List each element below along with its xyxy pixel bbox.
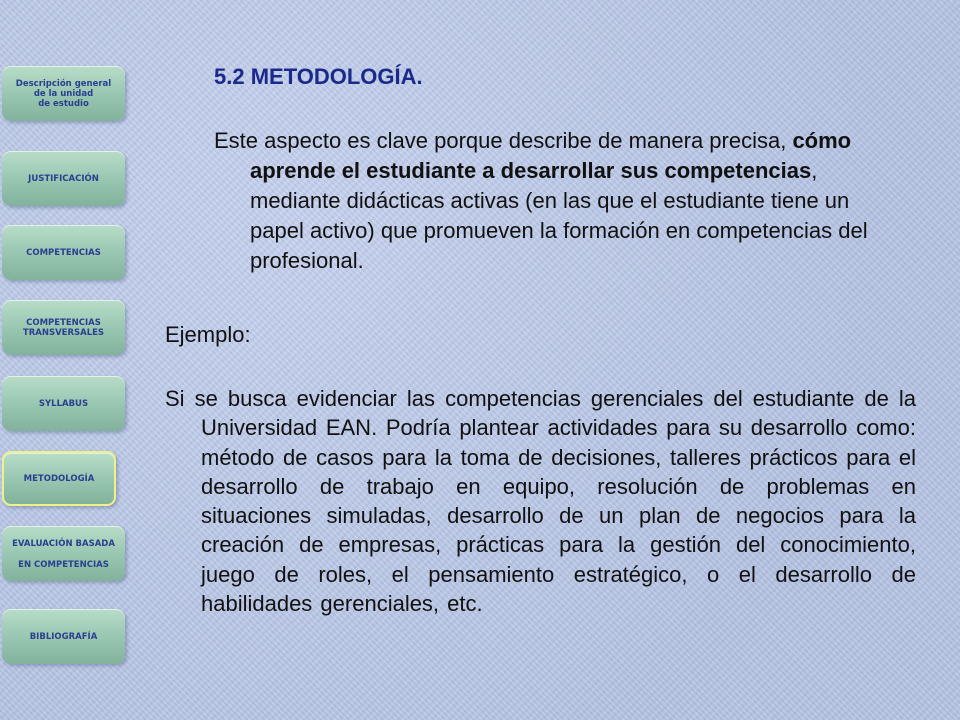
nav-label: EVALUACIÓN BASADA [12,539,115,549]
nav-label: Descripción general [15,78,112,89]
intro-text-bold: cómo aprende el estudiante a desarrollar sus competencias [250,128,852,183]
nav-label: TRANSVERSALES [22,327,105,338]
slide-title: 5.2 METODOLOGÍA. [214,64,423,89]
nav-label: SYLLABUS [38,398,89,409]
nav-button-justificacion[interactable] [2,151,125,206]
nav-button-metodologia[interactable] [2,451,116,506]
nav-button-bibliografia[interactable] [2,609,125,664]
nav-label: EN COMPETENCIAS [18,560,109,570]
intro-paragraph [214,126,880,276]
nav-button-competencias[interactable] [2,225,125,280]
nav-label: JUSTIFICACIÓN [28,173,99,184]
nav-label: BIBLIOGRAFÍA [29,631,98,642]
example-label: Ejemplo: [165,322,251,347]
example-paragraph: Si se busca evidenciar las competencias gerenciales del estudiante de la Universidad EAN. Podría plantear actividades para su desarrollo como: método de casos para la toma de decisiones, talleres prácticos para el desarrollo de trabajo en equipo, resolución de problemas en situaciones simuladas, desarrollo de un plan de negocios para la creación de empresas, prácticas para la gestión del conocimiento, juego de roles, el pensamiento estratégico, o el desarrollo de habilidades gerenciales, etc. [165,386,916,617]
intro-text-start: Este aspecto es clave porque describe de manera precisa, [214,128,793,153]
nav-label: METODOLOGÍA [23,473,95,484]
nav-button-competencias-transversales[interactable] [2,300,125,355]
nav-label: de estudio [38,98,89,109]
nav-button-descripcion-general[interactable] [2,66,125,121]
intro-text-end: , mediante didácticas activas (en las que el estudiante tiene un papel activo) que promueven la formación en competencias del profesional. [250,158,868,273]
nav-label: COMPETENCIAS [26,247,101,258]
nav-label: COMPETENCIAS [26,317,101,328]
nav-button-syllabus[interactable] [2,376,125,431]
nav-label: de la unidad [33,88,94,99]
nav-button-evaluacion-basada-en-competencias[interactable] [2,526,125,581]
